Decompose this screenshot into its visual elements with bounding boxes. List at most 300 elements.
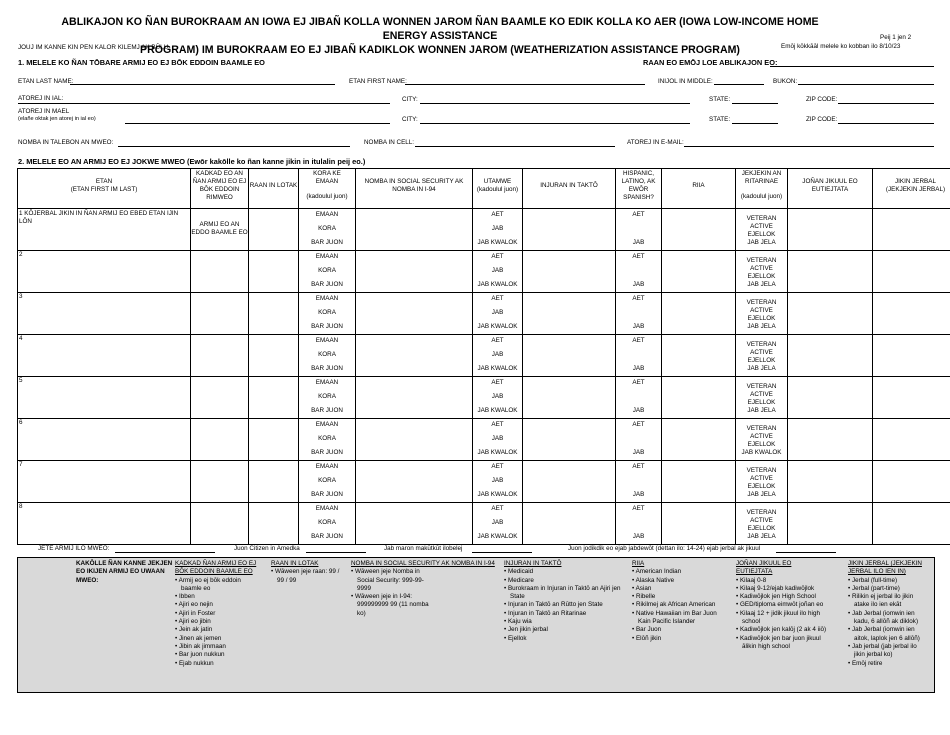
table-row	[18, 377, 950, 419]
row-number: 8	[19, 503, 23, 510]
key-list-item: • Jab Jerbal (iomwin ien aitok, laplok jen 6 allōñ)	[848, 626, 928, 643]
vet-option[interactable]: VETERAN	[746, 425, 777, 432]
vet-option[interactable]: ACTIVE	[750, 265, 773, 272]
hisp-option[interactable]: AET	[632, 379, 645, 386]
key-list-item: • Jab jerbal (jab jerbal ilo jikin jerbal ko)	[848, 643, 928, 660]
key-list-item: • Kadiwōjlok jen bar juon jikuul ālikin high school	[736, 635, 830, 652]
vet-option[interactable]: VETERAN	[746, 215, 777, 222]
mail-address-field[interactable]	[125, 123, 390, 124]
gender-option[interactable]: BAR JUON	[311, 239, 343, 246]
relation-cell[interactable]	[191, 209, 249, 251]
ssn-cell[interactable]	[356, 335, 473, 377]
unverified-label: Jab maron makūtkūt ilobelej	[384, 545, 463, 552]
cell-field[interactable]	[415, 146, 615, 147]
zip-label: ZIP CODE:	[806, 96, 838, 103]
table-row	[18, 335, 950, 377]
received-date-label: RAAN EO EMŌJ LOE ABLIKAJON EO:	[643, 58, 778, 67]
household-table	[17, 168, 950, 545]
disab-option[interactable]: AET	[491, 211, 504, 218]
gender-option[interactable]: KORA	[318, 477, 336, 484]
gender-cell[interactable]	[299, 293, 356, 335]
disab-option[interactable]: JAB KWALOK	[477, 239, 518, 246]
vet-option[interactable]: EJELLOK	[747, 273, 776, 280]
veteran-cell[interactable]	[736, 461, 788, 503]
key-list-item: • Asian	[632, 585, 728, 593]
col-header-employment: JIKIN JERBAL (JEKJEKIN JERBAL)	[873, 169, 950, 209]
disab-option[interactable]: JAB KWALOK	[477, 449, 518, 456]
middle-field[interactable]	[714, 84, 764, 85]
gender-option[interactable]: KORA	[318, 519, 336, 526]
disab-option[interactable]: JAB	[491, 351, 504, 358]
vet-option[interactable]: EJELLOK	[747, 399, 776, 406]
vet-option[interactable]: JAB KWALOK	[741, 449, 782, 456]
key-list-item: • Kilaaj 12 + jidik jikuul ilo high school	[736, 610, 830, 627]
veteran-cell[interactable]	[736, 251, 788, 293]
row-relation-note: ARMIJ EO AN EDDO BAAMLE EO	[191, 221, 248, 236]
table-header-row	[18, 169, 950, 209]
education-cell[interactable]	[788, 335, 873, 377]
race-cell[interactable]	[662, 209, 736, 251]
table-row	[18, 419, 950, 461]
education-cell[interactable]	[788, 461, 873, 503]
gender-option[interactable]: EMAAN	[315, 337, 339, 344]
relation-cell[interactable]	[191, 377, 249, 419]
table-row	[18, 251, 950, 293]
last-name-field[interactable]	[70, 84, 335, 85]
key-list-item: • Ibben	[175, 593, 263, 601]
employment-cell[interactable]	[873, 293, 950, 335]
insurance-cell[interactable]	[523, 251, 616, 293]
email-field[interactable]	[684, 146, 934, 147]
hispanic-cell[interactable]	[616, 293, 662, 335]
veteran-cell[interactable]	[736, 377, 788, 419]
youth-label: Juon jodikdik eo ejab jabdewōt (dettan ilo: 14-24) ejab jerbal ak jikuul	[568, 545, 761, 552]
disab-option[interactable]: JAB KWALOK	[477, 533, 518, 540]
vet-option[interactable]: VETERAN	[746, 383, 777, 390]
vet-option[interactable]: EJELLOK	[747, 441, 776, 448]
row-number: 3	[19, 293, 23, 300]
veteran-cell[interactable]	[736, 419, 788, 461]
name-cell[interactable]	[18, 335, 191, 377]
key-box	[17, 557, 935, 693]
employment-cell[interactable]	[873, 461, 950, 503]
insurance-cell[interactable]	[523, 335, 616, 377]
gender-option[interactable]: EMAAN	[315, 421, 339, 428]
relation-cell[interactable]	[191, 419, 249, 461]
hispanic-cell[interactable]	[616, 209, 662, 251]
disability-cell[interactable]	[473, 251, 523, 293]
vet-option[interactable]: JAB JELA	[747, 533, 776, 540]
insurance-cell[interactable]	[523, 461, 616, 503]
veteran-cell[interactable]	[736, 293, 788, 335]
insurance-cell[interactable]	[523, 503, 616, 545]
name-cell[interactable]	[18, 419, 191, 461]
city2-label: CITY:	[402, 116, 418, 123]
key-list-item: • Kilaaj 9-12/ejab kadiwōjlok	[736, 585, 830, 593]
vet-option[interactable]: ACTIVE	[750, 433, 773, 440]
suffix-label: BUKON:	[773, 78, 798, 85]
ssn-cell[interactable]	[356, 251, 473, 293]
disability-cell[interactable]	[473, 209, 523, 251]
row-number: 2	[19, 251, 23, 258]
page-number: Peij 1 jen 2	[880, 34, 912, 41]
vet-option[interactable]: VETERAN	[746, 299, 777, 306]
name-cell[interactable]	[18, 461, 191, 503]
race-cell[interactable]	[662, 503, 736, 545]
hisp-option[interactable]: AET	[632, 253, 645, 260]
col-header-dob: RAAN IN LOTAK	[249, 169, 299, 209]
ssn-cell[interactable]	[356, 377, 473, 419]
key-list-item: • Jibin ak jimmaan	[175, 643, 263, 651]
key-list-item: • Medicaid	[504, 568, 624, 576]
key-list-item: • Ejab nukkun	[175, 660, 263, 668]
gender-option[interactable]: BAR JUON	[311, 407, 343, 414]
employment-cell[interactable]	[873, 251, 950, 293]
last-name-label: ETAN LAST NAME:	[18, 78, 74, 85]
gender-cell[interactable]	[299, 419, 356, 461]
first-name-field[interactable]	[405, 84, 645, 85]
vet-option[interactable]: EJELLOK	[747, 525, 776, 532]
gender-option[interactable]: KORA	[318, 393, 336, 400]
dob-cell[interactable]	[249, 335, 299, 377]
race-cell[interactable]	[662, 377, 736, 419]
hisp-option[interactable]: JAB	[632, 365, 645, 372]
relation-cell[interactable]	[191, 293, 249, 335]
table-row	[18, 209, 950, 251]
col-header-relation: KADKAD EO AN ÑAN ARMIJ EO EJ BŌK EDDOIN RIMWEO	[191, 169, 249, 209]
vet-option[interactable]: JAB JELA	[747, 239, 776, 246]
disability-cell[interactable]	[473, 293, 523, 335]
disab-option[interactable]: JAB KWALOK	[477, 323, 518, 330]
key-insurance: INJURAN IN TAKTŌ • Medicaid • Medicare • Burokraam in Injuran in Taktō an Ajiri jen State • Injuran in Taktō an Rūtto jen State • Injuran in Taktō an Ritarinae • Kaju wia • Jen jikin jerbal • Ejellok	[504, 560, 624, 643]
citizens-label: Juon Citizen in Amedka	[234, 545, 300, 552]
vet-option[interactable]: EJELLOK	[747, 483, 776, 490]
gender-cell[interactable]	[299, 209, 356, 251]
state-field[interactable]	[732, 103, 778, 104]
key-education: JOÑAN JIKUUL EO EUTIEJTATA • Kilaaj 0-8 • Kilaaj 9-12/ejab kadiwōjlok • Kadiwōjlok jen High School • GED/tiploma eimwōt joñan eo • Kilaaj 12 + jidik jikuul ilo high school • Kadiwōjlok jen kalōj (2 ak 4 iiō) • Kadiwōjlok jen bar juon jikuul ālikin high school	[736, 560, 830, 651]
vet-option[interactable]: JAB JELA	[747, 281, 776, 288]
col-header-hispanic: HISPANIC, LATINO, AK EWŌR SPANISH?	[616, 169, 662, 209]
hisp-option[interactable]: JAB	[632, 491, 645, 498]
gender-option[interactable]: EMAAN	[315, 295, 339, 302]
gender-option[interactable]: EMAAN	[315, 505, 339, 512]
hisp-option[interactable]: AET	[632, 211, 645, 218]
vet-option[interactable]: VETERAN	[746, 509, 777, 516]
mail-address-label: ATOREJ IN MAEL	[18, 108, 70, 115]
name-cell[interactable]	[18, 251, 191, 293]
key-list-item: • Ajiri in Foster	[175, 610, 263, 618]
disab-option[interactable]: JAB KWALOK	[477, 281, 518, 288]
disab-option[interactable]: AET	[491, 379, 504, 386]
hisp-option[interactable]: JAB	[632, 323, 645, 330]
disab-option[interactable]: JAB	[491, 519, 504, 526]
hisp-option[interactable]: AET	[632, 295, 645, 302]
gender-cell[interactable]	[299, 461, 356, 503]
gender-option[interactable]: BAR JUON	[311, 281, 343, 288]
gender-cell[interactable]	[299, 335, 356, 377]
employment-cell[interactable]	[873, 377, 950, 419]
hispanic-cell[interactable]	[616, 251, 662, 293]
gender-option[interactable]: EMAAN	[315, 253, 339, 260]
state2-field[interactable]	[732, 123, 778, 124]
members-field[interactable]	[115, 552, 215, 553]
hisp-option[interactable]: AET	[632, 337, 645, 344]
vet-option[interactable]: ACTIVE	[750, 307, 773, 314]
key-list-item: • Injuran in Taktō an Ritarinae	[504, 610, 624, 618]
vet-option[interactable]: EJELLOK	[747, 231, 776, 238]
vet-option[interactable]: JAB JELA	[747, 407, 776, 414]
key-list-item: • Ejellok	[504, 635, 624, 643]
veteran-cell[interactable]	[736, 209, 788, 251]
key-list-item: • Jab Jerbal (iomwin ien kadu, 6 allōñ ak diklok)	[848, 610, 928, 627]
relation-cell[interactable]	[191, 335, 249, 377]
employment-cell[interactable]	[873, 503, 950, 545]
key-list-item: • Kaju wia	[504, 618, 624, 626]
hispanic-cell[interactable]	[616, 461, 662, 503]
vet-option[interactable]: EJELLOK	[747, 315, 776, 322]
vet-option[interactable]: JAB JELA	[747, 365, 776, 372]
gender-cell[interactable]	[299, 503, 356, 545]
state-label: STATE:	[709, 96, 731, 103]
insurance-cell[interactable]	[523, 293, 616, 335]
gender-cell[interactable]	[299, 251, 356, 293]
youth-field[interactable]	[776, 552, 836, 553]
insurance-cell[interactable]	[523, 419, 616, 461]
race-cell[interactable]	[662, 461, 736, 503]
key-relation: KADKAD ÑAN ARMIJ EO EJ BŌK EDDOIN BAAMLE EO • Armij eo ej bōk eddoin baamle eo • Ibben • Ajiri eo nejin • Ajiri in Foster • Ajiri eo jibin • Jein ak jatin • Jinen ak jemen • Jibin ak jimmaan • Bar juon nukkun • Ejab nukkun	[175, 560, 263, 668]
citizens-field[interactable]	[306, 552, 366, 553]
zip2-label: ZIP CODE:	[806, 116, 838, 123]
gender-option[interactable]: KORA	[318, 309, 336, 316]
disab-option[interactable]: JAB	[491, 393, 504, 400]
unverified-field[interactable]	[472, 552, 532, 553]
gender-option[interactable]: KORA	[318, 225, 336, 232]
relation-cell[interactable]	[191, 251, 249, 293]
key-list-item: • Rilikin ej jerbal ilo jikin atake ilo ien ekāt	[848, 593, 928, 610]
table-row	[18, 293, 950, 335]
gender-option[interactable]: BAR JUON	[311, 533, 343, 540]
gender-option[interactable]: EMAAN	[315, 211, 339, 218]
disab-option[interactable]: JAB KWALOK	[477, 491, 518, 498]
ssn-cell[interactable]	[356, 209, 473, 251]
employment-cell[interactable]	[873, 209, 950, 251]
gender-cell[interactable]	[299, 377, 356, 419]
city-field[interactable]	[420, 103, 690, 104]
key-list-item: • Elōñ jikin	[632, 635, 728, 643]
key-list-item: • GED/tiploma eimwōt joñan eo	[736, 601, 830, 609]
name-cell[interactable]	[18, 209, 191, 251]
gender-option[interactable]: BAR JUON	[311, 323, 343, 330]
disab-option[interactable]: JAB	[491, 435, 504, 442]
race-cell[interactable]	[662, 293, 736, 335]
col-header-race: RIIA	[662, 169, 736, 209]
hisp-option[interactable]: AET	[632, 421, 645, 428]
dob-cell[interactable]	[249, 419, 299, 461]
middle-label: INIJOL IN MIDDLE:	[658, 78, 713, 85]
section1-heading: 1. MELELE KO ÑAN TŌBARE ARMIJ EO EJ BŌK EDDOIN BAAMLE EO	[18, 58, 265, 67]
disability-cell[interactable]	[473, 335, 523, 377]
hisp-option[interactable]: AET	[632, 505, 645, 512]
disab-option[interactable]: JAB	[491, 477, 504, 484]
vet-option[interactable]: ACTIVE	[750, 475, 773, 482]
phone-field[interactable]	[118, 146, 350, 147]
key-dob: RAAN IN LOTAK • Wāween jeje raan: 99 / 99 / 99	[271, 560, 343, 585]
dob-cell[interactable]	[249, 377, 299, 419]
key-list-item: • Jein ak jatin	[175, 626, 263, 634]
disab-option[interactable]: JAB	[491, 267, 504, 274]
hispanic-cell[interactable]	[616, 503, 662, 545]
hispanic-cell[interactable]	[616, 335, 662, 377]
vet-option[interactable]: ACTIVE	[750, 349, 773, 356]
disab-option[interactable]: AET	[491, 253, 504, 260]
disab-option[interactable]: AET	[491, 421, 504, 428]
received-date-field[interactable]	[770, 66, 934, 67]
address-field[interactable]	[18, 103, 390, 104]
gender-option[interactable]: BAR JUON	[311, 365, 343, 372]
col-header-veteran: JEKJEKIN AN RITARINAE (kadoulul juon)	[736, 169, 788, 209]
vet-option[interactable]: ACTIVE	[750, 517, 773, 524]
row-number: 5	[19, 377, 23, 384]
vet-option[interactable]: ACTIVE	[750, 391, 773, 398]
disab-option[interactable]: AET	[491, 463, 504, 470]
row-number: 4	[19, 335, 23, 342]
key-list-item: • Ribelle	[632, 593, 728, 601]
disab-option[interactable]: JAB KWALOK	[477, 365, 518, 372]
disab-option[interactable]: JAB	[491, 309, 504, 316]
key-list-item: • Alaska Native	[632, 577, 728, 585]
key-list-item: • Medicare	[504, 577, 624, 585]
form-title-line2: PROGRAM) IM BUROKRAAM EO EJ JIBAÑ KADIKLOK WONNEN JAROM (WEATHERIZATION ASSISTANCE PROGRAM)	[140, 44, 740, 56]
dob-cell[interactable]	[249, 461, 299, 503]
col-header-insurance: INJURAN IN TAKTŌ	[523, 169, 616, 209]
education-cell[interactable]	[788, 293, 873, 335]
key-list-item: • Bar Juon	[632, 626, 728, 634]
section2-heading: 2. MELELE EO AN ARMIJ EO EJ JOKWE MWEO (Ewōr kakōlle ko ñan kanne jikin in itulalin peij eo.)	[18, 157, 366, 166]
ink-instruction: JOUJ IM KANNE KIN PEN KALOR KILEMJ AK BŪLU.	[18, 44, 170, 51]
gender-option[interactable]: KORA	[318, 267, 336, 274]
key-list-item: • Jen jikin jerbal	[504, 626, 624, 634]
hispanic-cell[interactable]	[616, 377, 662, 419]
race-cell[interactable]	[662, 335, 736, 377]
relation-cell[interactable]	[191, 503, 249, 545]
insurance-cell[interactable]	[523, 377, 616, 419]
dob-cell[interactable]	[249, 209, 299, 251]
vet-option[interactable]: JAB JELA	[747, 323, 776, 330]
vet-option[interactable]: JAB JELA	[747, 491, 776, 498]
gender-option[interactable]: KORA	[318, 351, 336, 358]
ssn-cell[interactable]	[356, 293, 473, 335]
disab-option[interactable]: AET	[491, 337, 504, 344]
education-cell[interactable]	[788, 377, 873, 419]
relation-cell[interactable]	[191, 461, 249, 503]
col-header-education: JOÑAN JIKUUL EO EUTIEJTATA	[788, 169, 873, 209]
disab-option[interactable]: AET	[491, 295, 504, 302]
phone-label: NOMBA IN TALEBON AN MWEO:	[18, 139, 114, 146]
hisp-option[interactable]: JAB	[632, 281, 645, 288]
race-cell[interactable]	[662, 419, 736, 461]
key-list-item: • Kadiwōjlok jen High School	[736, 593, 830, 601]
table-row	[18, 461, 950, 503]
key-list-item: • Injuran in Taktō an Rūtto jen State	[504, 601, 624, 609]
ssn-cell[interactable]	[356, 503, 473, 545]
key-employment: JIKIN JERBAL (JEKJEKIN JERBAL ILO IEN IN) • Jerbal (full-time) • Jerbal (part-time) • Rilikin ej jerbal ilo jikin atake ilo ien ekāt • Jab Jerbal (iomwin ien kadu, 6 allōñ ak diklok) • Jab Jerbal (iomwin ien aitok, laplok jen 6 allōñ) • Jab jerbal (jab jerbal ilo jikin jerbal ko) • Emōj retire	[848, 560, 928, 668]
gender-option[interactable]: KORA	[318, 435, 336, 442]
zip-field[interactable]	[838, 103, 934, 104]
gender-option[interactable]: EMAAN	[315, 379, 339, 386]
vet-option[interactable]: VETERAN	[746, 467, 777, 474]
key-list-item: • Jerbal (full-time)	[848, 577, 928, 585]
hisp-option[interactable]: JAB	[632, 533, 645, 540]
education-cell[interactable]	[788, 209, 873, 251]
name-cell[interactable]	[18, 377, 191, 419]
employment-cell[interactable]	[873, 419, 950, 461]
ssn-cell[interactable]	[356, 419, 473, 461]
hisp-option[interactable]: AET	[632, 463, 645, 470]
members-label: JETE ARMIJ ILO MWEO:	[38, 545, 110, 552]
vet-option[interactable]: EJELLOK	[747, 357, 776, 364]
disab-option[interactable]: JAB KWALOK	[477, 407, 518, 414]
name-cell[interactable]	[18, 293, 191, 335]
race-cell[interactable]	[662, 251, 736, 293]
key-list-item: • Bar juon nukkun	[175, 651, 263, 659]
dob-cell[interactable]	[249, 251, 299, 293]
veteran-cell[interactable]	[736, 503, 788, 545]
form-title-line1: ABLIKAJON KO ÑAN BUROKRAAM AN IOWA EJ JIBAÑ KOLLA WONNEN JAROM ÑAN BAAMLE KO EDIK KOLLA KO AER (IOWA LOW-INCOME HOME ENERGY ASSISTANCE	[61, 16, 819, 42]
mail-address-note: (elañe oktak jen atorej in ial eo)	[18, 116, 96, 122]
col-header-name: ETAN (ETAN FIRST IM LAST)	[18, 169, 191, 209]
disab-option[interactable]: AET	[491, 505, 504, 512]
education-cell[interactable]	[788, 251, 873, 293]
insurance-cell[interactable]	[523, 209, 616, 251]
education-cell[interactable]	[788, 503, 873, 545]
education-cell[interactable]	[788, 419, 873, 461]
city2-field[interactable]	[420, 123, 690, 124]
ssn-cell[interactable]	[356, 461, 473, 503]
disability-cell[interactable]	[473, 377, 523, 419]
disability-cell[interactable]	[473, 419, 523, 461]
gender-option[interactable]: BAR JUON	[311, 491, 343, 498]
veteran-cell[interactable]	[736, 335, 788, 377]
hisp-option[interactable]: JAB	[632, 239, 645, 246]
disab-option[interactable]: JAB	[491, 225, 504, 232]
vet-option[interactable]: ACTIVE	[750, 223, 773, 230]
vet-option[interactable]: VETERAN	[746, 341, 777, 348]
disability-cell[interactable]	[473, 503, 523, 545]
hisp-option[interactable]: JAB	[632, 449, 645, 456]
first-name-label: ETAN FIRST NAME:	[349, 78, 407, 85]
suffix-field[interactable]	[798, 84, 934, 85]
hisp-option[interactable]: JAB	[632, 407, 645, 414]
employment-cell[interactable]	[873, 335, 950, 377]
table-row	[18, 503, 950, 545]
dob-cell[interactable]	[249, 293, 299, 335]
gender-option[interactable]: EMAAN	[315, 463, 339, 470]
disability-cell[interactable]	[473, 461, 523, 503]
dob-cell[interactable]	[249, 503, 299, 545]
zip2-field[interactable]	[838, 123, 934, 124]
key-list-item: • Kilaaj 0-8	[736, 577, 830, 585]
key-list-item: • Jerbal (part-time)	[848, 585, 928, 593]
key-list-item: • Rikilmej ak African American	[632, 601, 728, 609]
hispanic-cell[interactable]	[616, 419, 662, 461]
key-list-item: • Armij eo ej bōk eddoin baamle eo	[175, 577, 263, 594]
state2-label: STATE:	[709, 116, 731, 123]
gender-option[interactable]: BAR JUON	[311, 449, 343, 456]
col-header-disability: UTAMWE (kadoulul juon)	[473, 169, 523, 209]
name-cell[interactable]	[18, 503, 191, 545]
revision-date: Emōj kōkkāāl melele ko kobban ilo 8/10/23	[781, 43, 901, 50]
vet-option[interactable]: VETERAN	[746, 257, 777, 264]
